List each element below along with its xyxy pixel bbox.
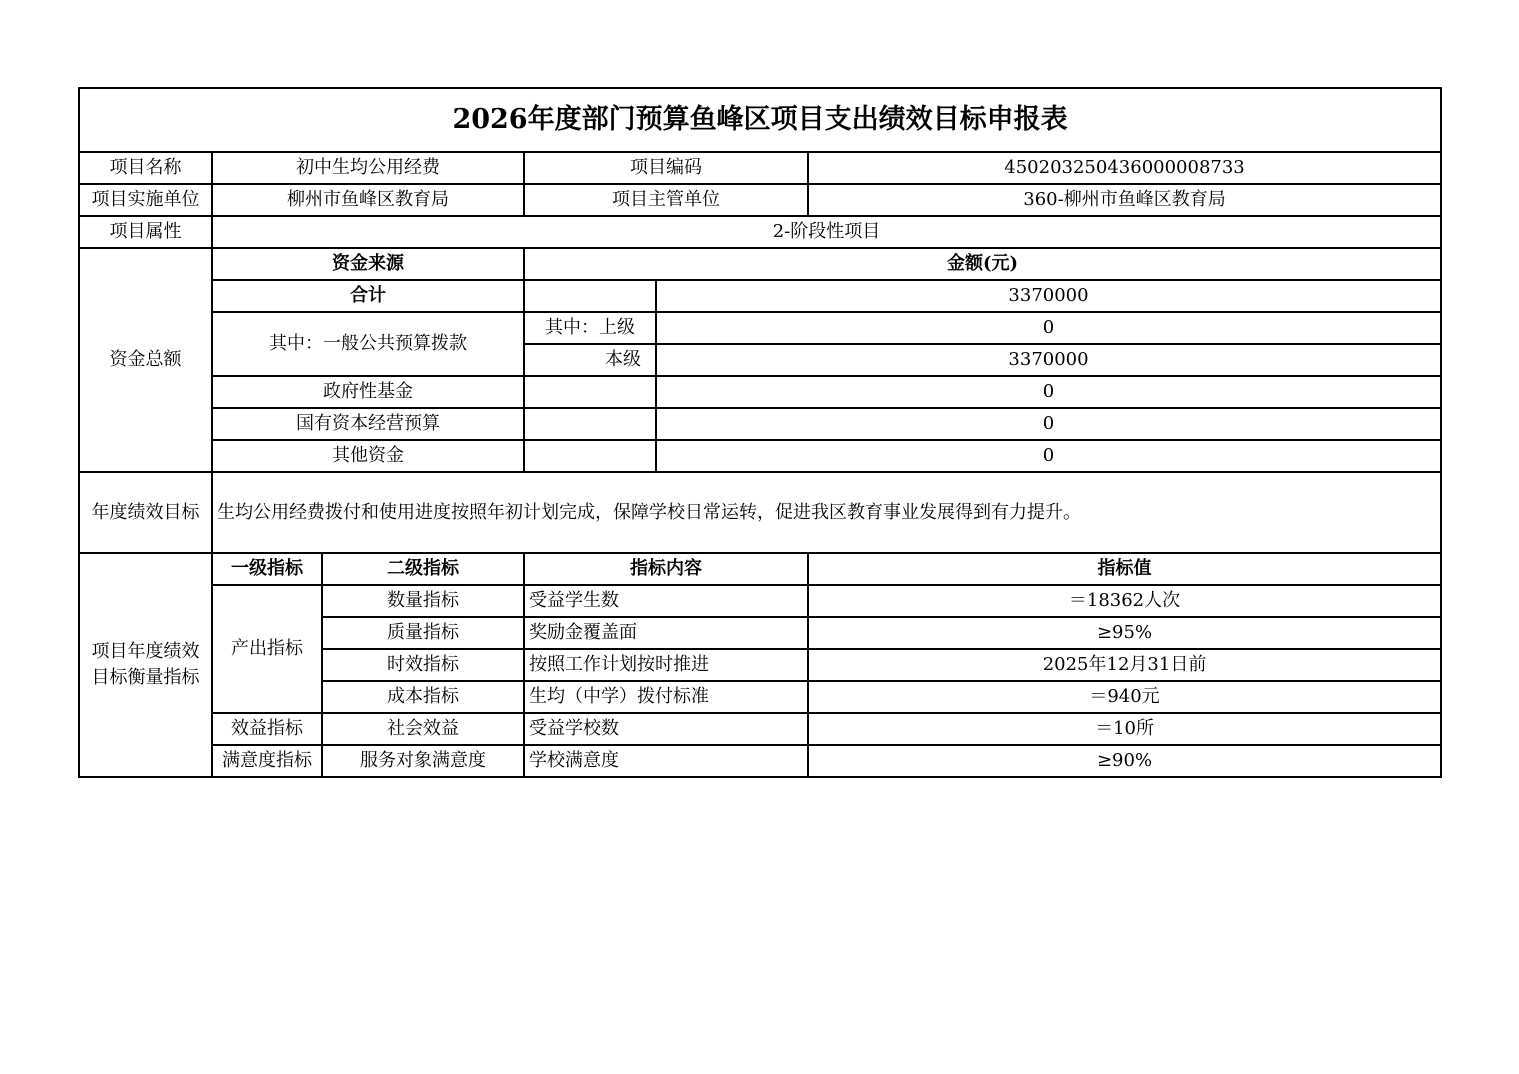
indicator-value: ＝10所 [808,713,1441,745]
funds-other-blank [524,440,656,472]
project-name-label: 项目名称 [79,152,212,184]
indicator-level2: 社会效益 [322,713,524,745]
indicator-header-level1: 一级指标 [212,553,322,585]
indicator-satisfaction-label: 满意度指标 [212,745,322,777]
indicator-level2: 质量指标 [322,617,524,649]
funds-gov-fund-label: 政府性基金 [212,376,524,408]
performance-target-form [78,87,1442,778]
funds-gov-fund-value: 0 [656,376,1441,408]
indicator-header-level2: 二级指标 [322,553,524,585]
funds-section-label: 资金总额 [79,248,212,472]
funds-state-capital-value: 0 [656,408,1441,440]
indicator-level2: 服务对象满意度 [322,745,524,777]
indicator-content: 按照工作计划按时推进 [524,649,808,681]
indicator-content: 奖励金覆盖面 [524,617,808,649]
indicator-level2: 成本指标 [322,681,524,713]
indicator-content: 受益学校数 [524,713,808,745]
funds-other-value: 0 [656,440,1441,472]
indicator-value: 2025年12月31日前 [808,649,1441,681]
impl-unit-value: 柳州市鱼峰区教育局 [212,184,524,216]
indicator-level2: 数量指标 [322,585,524,617]
funds-total-value: 3370000 [656,280,1441,312]
indicator-value: ≥95% [808,617,1441,649]
annual-goal-text: 生均公用经费拨付和使用进度按照年初计划完成，保障学校日常运转，促进我区教育事业发展得到有力提升。 [212,472,1441,553]
indicators-section-label: 项目年度绩效目标衡量指标 [79,553,212,777]
funds-state-capital-blank [524,408,656,440]
funds-state-capital-label: 国有资本经营预算 [212,408,524,440]
funds-local-value: 3370000 [656,344,1441,376]
indicator-benefit-label: 效益指标 [212,713,322,745]
funds-general-label: 其中：一般公共预算拨款 [212,312,524,376]
form-title: 2026年度部门预算鱼峰区项目支出绩效目标申报表 [79,88,1441,152]
project-attr-label: 项目属性 [79,216,212,248]
indicator-content: 受益学生数 [524,585,808,617]
impl-unit-label: 项目实施单位 [79,184,212,216]
project-attr-value: 2-阶段性项目 [212,216,1441,248]
indicator-value: ≥90% [808,745,1441,777]
project-code-label: 项目编码 [524,152,808,184]
indicator-output-label: 产出指标 [212,585,322,713]
funds-amount-header: 金额(元) [524,248,1441,280]
indicator-header-value: 指标值 [808,553,1441,585]
funds-upper-value: 0 [656,312,1441,344]
funds-gov-fund-blank [524,376,656,408]
funds-local-label: 本级 [524,344,656,376]
funds-total-blank [524,280,656,312]
funds-upper-label: 其中：上级 [524,312,656,344]
indicator-header-content: 指标内容 [524,553,808,585]
indicator-value: ＝940元 [808,681,1441,713]
indicator-content: 生均（中学）拨付标准 [524,681,808,713]
indicator-level2: 时效指标 [322,649,524,681]
funds-total-label: 合计 [212,280,524,312]
mgmt-unit-label: 项目主管单位 [524,184,808,216]
indicator-value: ＝18362人次 [808,585,1441,617]
project-code-value: 450203250436000008733 [808,152,1441,184]
project-name-value: 初中生均公用经费 [212,152,524,184]
indicator-content: 学校满意度 [524,745,808,777]
mgmt-unit-value: 360-柳州市鱼峰区教育局 [808,184,1441,216]
funds-other-label: 其他资金 [212,440,524,472]
annual-goal-label: 年度绩效目标 [79,472,212,553]
funds-source-header: 资金来源 [212,248,524,280]
